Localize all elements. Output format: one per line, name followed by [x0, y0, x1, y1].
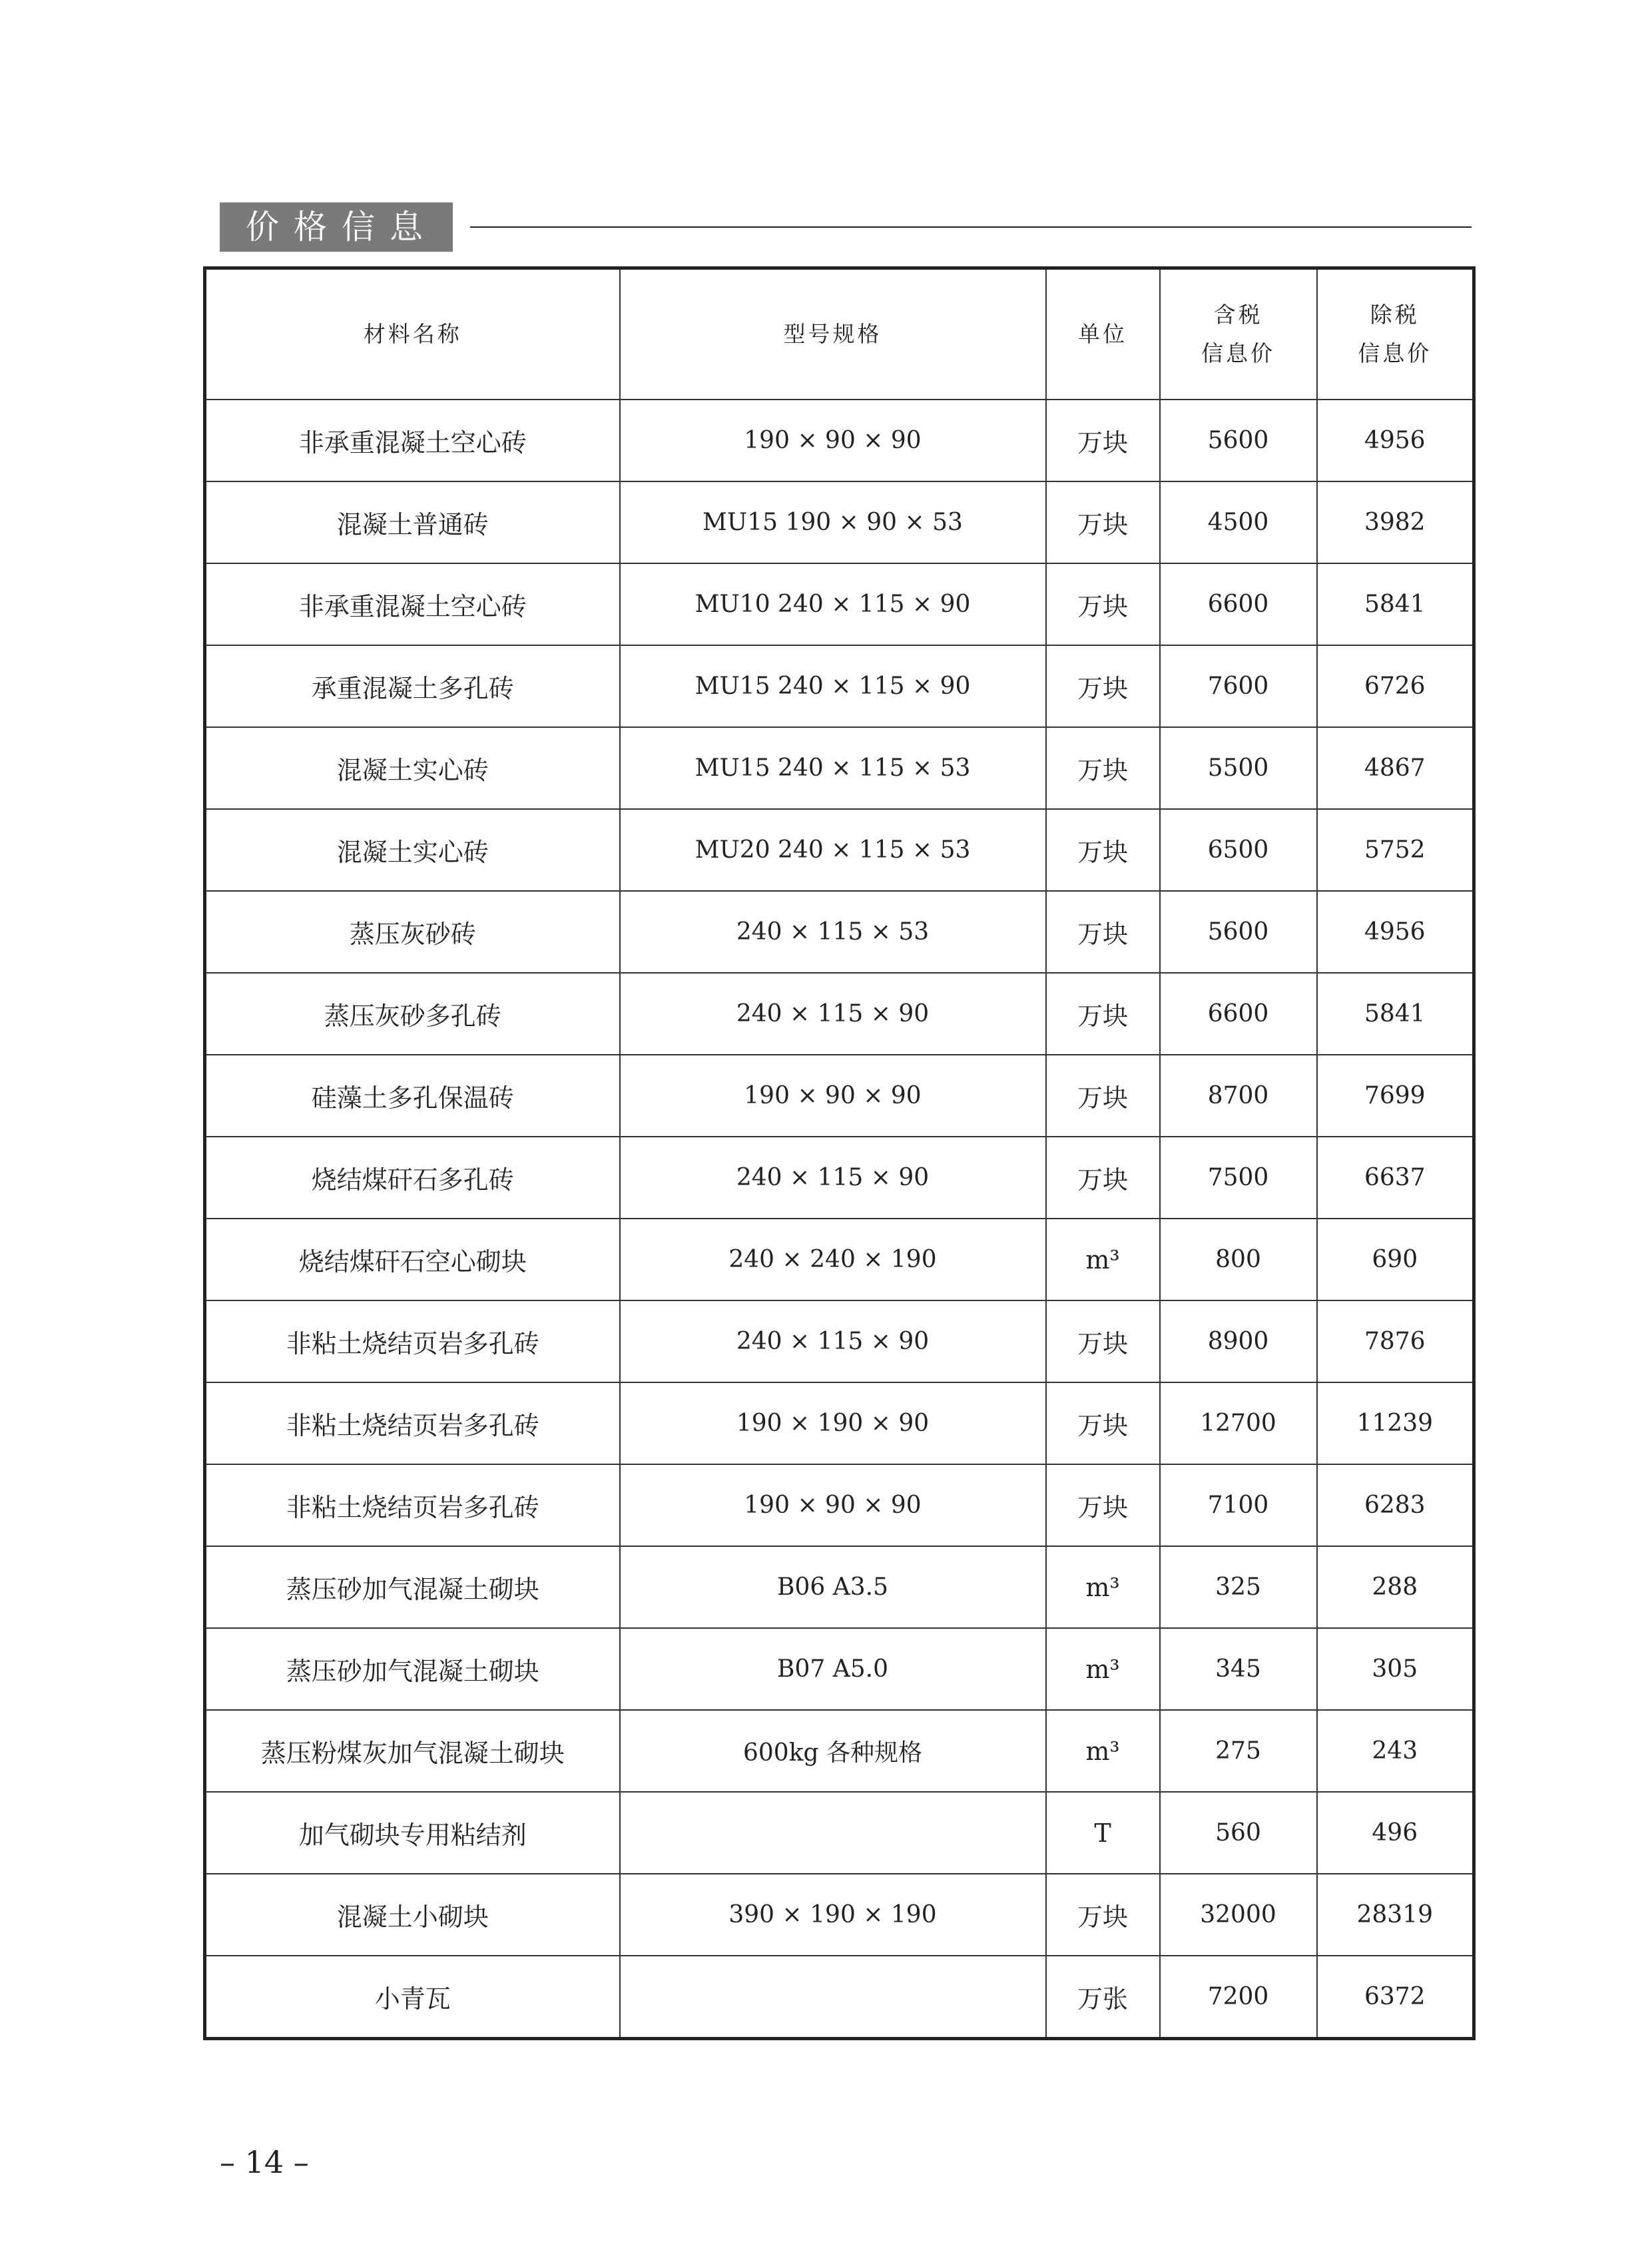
cell-unit: m³ [1046, 1219, 1160, 1300]
table-row [205, 1792, 1474, 1874]
table-row [205, 400, 1474, 481]
cell-name: 蒸压粉煤灰加气混凝土砌块 [205, 1710, 620, 1792]
cell-tax-excluded: 6283 [1317, 1464, 1474, 1546]
cell-tax-included: 7600 [1160, 645, 1317, 727]
cell-tax-included: 6600 [1160, 973, 1317, 1055]
cell-spec: 600kg 各种规格 [620, 1710, 1046, 1792]
cell-unit: 万块 [1046, 563, 1160, 645]
cell-spec [620, 1956, 1046, 2039]
table-row [205, 1464, 1474, 1546]
table-row [205, 645, 1474, 727]
table-row [205, 1137, 1474, 1219]
cell-spec: 240 × 240 × 190 [620, 1219, 1046, 1300]
cell-unit: 万块 [1046, 1055, 1160, 1137]
cell-spec: B07 A5.0 [620, 1628, 1046, 1710]
cell-spec: 190 × 90 × 90 [620, 1464, 1046, 1546]
cell-name: 承重混凝土多孔砖 [205, 645, 620, 727]
cell-spec: 240 × 115 × 53 [620, 891, 1046, 973]
cell-tax-included: 560 [1160, 1792, 1317, 1874]
cell-tax-excluded: 4956 [1317, 891, 1474, 973]
cell-spec: MU10 240 × 115 × 90 [620, 563, 1046, 645]
cell-tax-included: 345 [1160, 1628, 1317, 1710]
cell-unit: 万块 [1046, 481, 1160, 563]
table-row [205, 809, 1474, 891]
cell-tax-excluded: 5841 [1317, 973, 1474, 1055]
table-row [205, 1219, 1474, 1300]
header-unit: 单位 [1046, 268, 1160, 400]
page-number: – 14 – [220, 2144, 309, 2180]
cell-tax-included: 7200 [1160, 1956, 1317, 2039]
cell-spec: 240 × 115 × 90 [620, 1137, 1046, 1219]
cell-spec: MU15 190 × 90 × 53 [620, 481, 1046, 563]
cell-tax-included: 4500 [1160, 481, 1317, 563]
cell-spec: 390 × 190 × 190 [620, 1874, 1046, 1956]
cell-tax-included: 275 [1160, 1710, 1317, 1792]
cell-unit: 万块 [1046, 1382, 1160, 1464]
cell-tax-excluded: 6372 [1317, 1956, 1474, 2039]
cell-name: 蒸压灰砂多孔砖 [205, 973, 620, 1055]
cell-unit: 万张 [1046, 1956, 1160, 2039]
cell-spec: 240 × 115 × 90 [620, 1300, 1046, 1382]
cell-name: 非承重混凝土空心砖 [205, 400, 620, 481]
cell-tax-excluded: 7699 [1317, 1055, 1474, 1137]
cell-name: 混凝土实心砖 [205, 727, 620, 809]
table-row [205, 1546, 1474, 1628]
table-row [205, 1382, 1474, 1464]
header-tax-included [1160, 268, 1317, 400]
cell-tax-included: 5600 [1160, 891, 1317, 973]
cell-spec: B06 A3.5 [620, 1546, 1046, 1628]
table-row [205, 1300, 1474, 1382]
cell-name: 蒸压砂加气混凝土砌块 [205, 1546, 620, 1628]
cell-name: 烧结煤矸石多孔砖 [205, 1137, 620, 1219]
cell-tax-included: 6600 [1160, 563, 1317, 645]
cell-tax-included: 8900 [1160, 1300, 1317, 1382]
cell-unit: 万块 [1046, 1874, 1160, 1956]
table-row [205, 1055, 1474, 1137]
cell-name: 蒸压灰砂砖 [205, 891, 620, 973]
table-row [205, 481, 1474, 563]
table-header-row [205, 268, 1474, 400]
header-tax-included-line1: 含税 [1213, 302, 1263, 328]
header-name: 材料名称 [205, 268, 620, 400]
table-row [205, 727, 1474, 809]
cell-tax-included: 7100 [1160, 1464, 1317, 1546]
cell-unit: 万块 [1046, 1464, 1160, 1546]
cell-tax-included: 7500 [1160, 1137, 1317, 1219]
cell-spec: MU15 240 × 115 × 53 [620, 727, 1046, 809]
table-row [205, 891, 1474, 973]
table-row [205, 1956, 1474, 2039]
cell-name: 混凝土小砌块 [205, 1874, 620, 1956]
cell-tax-included: 5600 [1160, 400, 1317, 481]
cell-unit: 万块 [1046, 1137, 1160, 1219]
table-row [205, 563, 1474, 645]
cell-name: 硅藻土多孔保温砖 [205, 1055, 620, 1137]
cell-unit: 万块 [1046, 973, 1160, 1055]
cell-tax-included: 8700 [1160, 1055, 1317, 1137]
cell-name: 非承重混凝土空心砖 [205, 563, 620, 645]
header-spec: 型号规格 [620, 268, 1046, 400]
cell-spec: 190 × 90 × 90 [620, 1055, 1046, 1137]
cell-tax-included: 800 [1160, 1219, 1317, 1300]
cell-tax-excluded: 243 [1317, 1710, 1474, 1792]
header-tax-excluded [1317, 268, 1474, 400]
cell-name: 小青瓦 [205, 1956, 620, 2039]
header-tax-excluded-line2: 信息价 [1358, 340, 1432, 366]
cell-name: 蒸压砂加气混凝土砌块 [205, 1628, 620, 1710]
cell-unit: m³ [1046, 1628, 1160, 1710]
cell-tax-included: 6500 [1160, 809, 1317, 891]
cell-tax-excluded: 305 [1317, 1628, 1474, 1710]
cell-tax-excluded: 496 [1317, 1792, 1474, 1874]
table-row [205, 1710, 1474, 1792]
cell-name: 非粘土烧结页岩多孔砖 [205, 1300, 620, 1382]
cell-tax-excluded: 4867 [1317, 727, 1474, 809]
cell-tax-excluded: 5841 [1317, 563, 1474, 645]
header-tax-excluded-line1: 除税 [1370, 302, 1420, 328]
cell-spec [620, 1792, 1046, 1874]
cell-unit: m³ [1046, 1710, 1160, 1792]
price-table [203, 266, 1476, 2040]
table-row [205, 1874, 1474, 1956]
cell-spec: 240 × 115 × 90 [620, 973, 1046, 1055]
cell-unit: 万块 [1046, 645, 1160, 727]
cell-unit: m³ [1046, 1546, 1160, 1628]
section-title: 价格信息 [220, 202, 453, 252]
cell-unit: 万块 [1046, 400, 1160, 481]
cell-spec: MU20 240 × 115 × 53 [620, 809, 1046, 891]
header-divider [470, 226, 1472, 228]
cell-tax-excluded: 4956 [1317, 400, 1474, 481]
table-row [205, 1628, 1474, 1710]
cell-tax-excluded: 6637 [1317, 1137, 1474, 1219]
cell-tax-excluded: 690 [1317, 1219, 1474, 1300]
cell-unit: 万块 [1046, 727, 1160, 809]
cell-tax-excluded: 6726 [1317, 645, 1474, 727]
cell-tax-included: 325 [1160, 1546, 1317, 1628]
cell-tax-excluded: 288 [1317, 1546, 1474, 1628]
cell-name: 非粘土烧结页岩多孔砖 [205, 1382, 620, 1464]
cell-tax-excluded: 5752 [1317, 809, 1474, 891]
cell-tax-excluded: 3982 [1317, 481, 1474, 563]
cell-tax-included: 32000 [1160, 1874, 1317, 1956]
cell-unit: 万块 [1046, 1300, 1160, 1382]
cell-tax-included: 12700 [1160, 1382, 1317, 1464]
cell-tax-excluded: 11239 [1317, 1382, 1474, 1464]
cell-unit: 万块 [1046, 809, 1160, 891]
cell-tax-excluded: 28319 [1317, 1874, 1474, 1956]
cell-unit: 万块 [1046, 891, 1160, 973]
cell-spec: 190 × 190 × 90 [620, 1382, 1046, 1464]
cell-spec: MU15 240 × 115 × 90 [620, 645, 1046, 727]
cell-name: 烧结煤矸石空心砌块 [205, 1219, 620, 1300]
cell-tax-included: 5500 [1160, 727, 1317, 809]
cell-name: 混凝土普通砖 [205, 481, 620, 563]
cell-name: 混凝土实心砖 [205, 809, 620, 891]
table-row [205, 973, 1474, 1055]
header-tax-included-line2: 信息价 [1201, 340, 1275, 366]
cell-name: 加气砌块专用粘结剂 [205, 1792, 620, 1874]
cell-name: 非粘土烧结页岩多孔砖 [205, 1464, 620, 1546]
cell-spec: 190 × 90 × 90 [620, 400, 1046, 481]
cell-tax-excluded: 7876 [1317, 1300, 1474, 1382]
cell-unit: T [1046, 1792, 1160, 1874]
